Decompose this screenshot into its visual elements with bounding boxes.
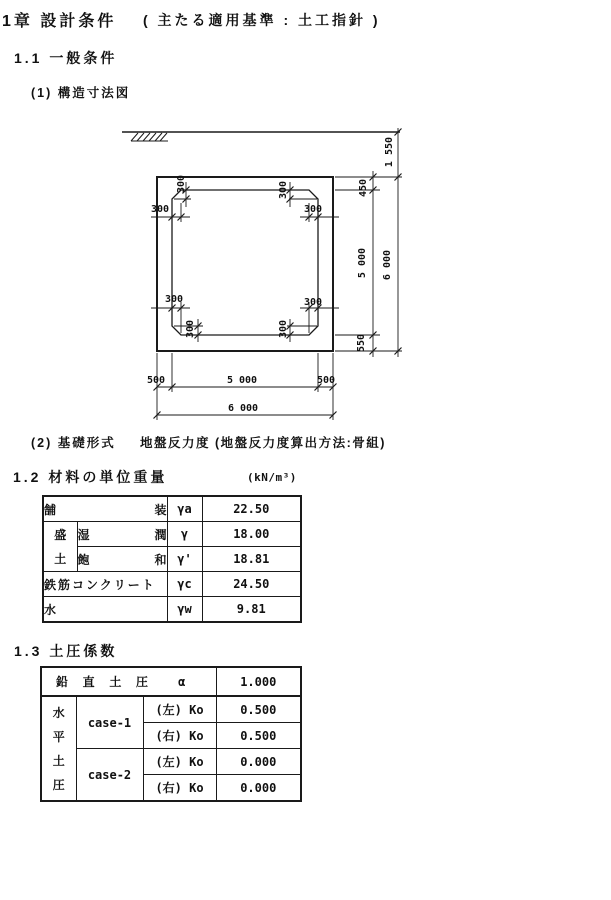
table-row [43,496,301,522]
hep-char-2: 平 [52,730,65,744]
hep-char-3: 土 [52,754,65,768]
structure-dimension-diagram [100,118,420,430]
material-name-pavement: 舗 装 [43,496,167,522]
case-2-label: case-2 [76,749,143,802]
value-rc: 24.50 [202,572,301,597]
case-2-left-ko-label: (左) Ko [143,749,216,775]
case-2-right-ko-label: (右) Ko [143,775,216,802]
unit-weight-table [42,495,302,623]
symbol-alpha: α [178,674,186,689]
dim-label-haunch-br-v: 300 [278,319,289,339]
value-water: 9.81 [202,597,301,623]
case-1-right-ko-label: (右) Ko [143,723,216,749]
dim-label-inner-width: 5 000 [226,375,258,386]
dim-label-haunch-tl-v: 300 [176,174,187,194]
dim-label-right-wall: 500 [316,375,336,386]
fill-soil-char-1: 盛 [54,527,67,542]
chapter-note: ( 主たる適用基準 : 土工指針 ) [143,12,381,28]
hep-char-4: 圧 [52,778,65,792]
case-2-left-ko-value: 0.000 [216,749,301,775]
ground-line-symbol [122,132,400,141]
dim-label-bottom-slab: 550 [356,333,367,353]
dim-label-total-width: 6 000 [227,403,259,414]
case-1-left-ko-value: 0.500 [216,696,301,723]
material-name-water: 水 [43,597,167,623]
case-1-left-ko-label: (左) Ko [143,696,216,723]
dim-label-haunch-br-h: 300 [303,297,323,308]
table-row-vertical-earth-pressure [41,667,301,696]
symbol-gamma-prime: γ' [167,547,202,572]
section-heading-1-1: 1.1 一般条件 [14,50,118,66]
unit-note: (kN/m³) [247,471,297,484]
dim-label-haunch-tl-h: 300 [150,204,170,215]
chapter-title: 1章 設計条件 [2,13,117,30]
symbol-gamma-c: γc [167,572,202,597]
earth-pressure-table [40,666,302,802]
symbol-gamma: γ [167,522,202,547]
dim-label-inner-height: 5 000 [357,247,368,279]
dim-label-top-slab: 450 [358,178,369,198]
case-1-label: case-1 [76,696,143,749]
section-heading-1-3: 1.3 土圧係数 [14,643,118,659]
dim-label-total-height: 6 000 [382,249,393,281]
dim-label-left-wall: 500 [146,375,166,386]
vertical-earth-pressure-label: 鉛 直 土 圧 [56,675,148,689]
dim-label-ground-to-top: 1 550 [384,136,395,168]
item-foundation-type: (2) 基礎形式 [31,436,116,450]
haunch-dimension-ticks [169,187,322,339]
table-row [43,597,301,623]
value-alpha: 1.000 [216,667,301,696]
table-row [43,547,301,572]
material-group-fill-soil [43,522,77,572]
hep-char-1: 水 [52,706,65,720]
dim-label-haunch-tr-v: 300 [278,180,289,200]
case-1-right-ko-value: 0.500 [216,723,301,749]
horizontal-earth-pressure-label [41,696,76,801]
dim-label-haunch-tr-h: 300 [303,204,323,215]
fill-soil-char-2: 土 [54,552,67,567]
value-moist: 18.00 [202,522,301,547]
symbol-gamma-w: γw [167,597,202,623]
case-2-right-ko-value: 0.000 [216,775,301,802]
table-row [43,522,301,547]
material-name-rc: 鉄筋コンクリート [43,572,167,597]
vertical-earth-pressure-cell [41,667,216,696]
section-heading-1-2: 1.2 材料の単位重量 [13,469,168,485]
value-saturated: 18.81 [202,547,301,572]
symbol-gamma-a: γa [167,496,202,522]
foundation-type-value: 地盤反力度 (地盤反力度算出方法:骨組) [140,436,386,450]
table-row [43,572,301,597]
item-structure-diagram: (1) 構造寸法図 [31,86,131,100]
value-pavement: 22.50 [202,496,301,522]
box-inner-outline [172,190,318,335]
material-name-saturated: 飽 和 [77,547,167,572]
table-row [41,749,301,775]
table-row [41,696,301,723]
dim-label-haunch-bl-v: 300 [185,319,196,339]
dim-label-haunch-bl-h: 300 [164,294,184,305]
material-name-moist: 湿 潤 [77,522,167,547]
